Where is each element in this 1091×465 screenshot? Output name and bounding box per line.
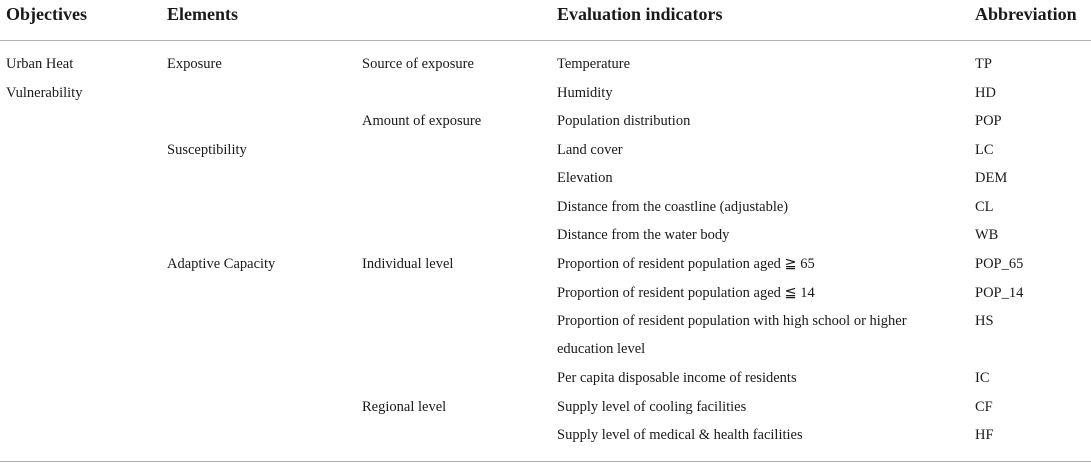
indicator-cell: Distance from the water body: [557, 227, 730, 243]
abbreviation-cell: DEM: [975, 170, 1008, 186]
header-elements: Elements: [167, 4, 238, 24]
indicator-cell: Land cover: [557, 142, 623, 158]
indicator-cell: Proportion of resident population aged ≧ 65: [557, 256, 815, 272]
indicator-cell: Proportion of resident population with high school or higher: [557, 313, 907, 329]
subelement-amount-of-exposure: Amount of exposure: [362, 113, 482, 129]
subelement-regional-level: Regional level: [362, 399, 447, 415]
header-indicators: Evaluation indicators: [557, 4, 723, 24]
element-exposure: Exposure: [167, 56, 222, 72]
abbreviation-cell: CL: [975, 199, 994, 215]
indicator-cell: Elevation: [557, 170, 613, 186]
element-susceptibility: Susceptibility: [167, 142, 247, 158]
indicator-cell: Proportion of resident population aged ≦ 14: [557, 285, 815, 301]
subelement-source-of-exposure: Source of exposure: [362, 56, 474, 72]
indicator-cell: Temperature: [557, 56, 631, 72]
abbreviation-cell: IC: [975, 370, 990, 386]
header-rule: [0, 40, 1091, 41]
header-objectives: Objectives: [6, 4, 87, 24]
abbreviation-cell: LC: [975, 142, 994, 158]
abbreviation-cell: TP: [975, 56, 992, 72]
indicator-cell: Supply level of medical & health facilities: [557, 427, 803, 443]
indicator-cell: Per capita disposable income of residents: [557, 370, 797, 386]
objective-line-2: Vulnerability: [6, 85, 83, 101]
indicator-cell-continued: education level: [557, 341, 646, 357]
abbreviation-cell: HD: [975, 85, 996, 101]
abbreviation-cell: HS: [975, 313, 994, 329]
subelement-individual-level: Individual level: [362, 256, 454, 272]
abbreviation-cell: POP_65: [975, 256, 1024, 272]
indicator-cell: Supply level of cooling facilities: [557, 399, 747, 415]
abbreviation-cell: POP_14: [975, 285, 1024, 301]
indicator-cell: Distance from the coastline (adjustable): [557, 199, 789, 215]
indicator-cell: Population distribution: [557, 113, 691, 129]
abbreviation-cell: HF: [975, 427, 994, 443]
abbreviation-cell: WB: [975, 227, 999, 243]
footer-rule: [0, 461, 1091, 462]
table-header: [0, 0, 1091, 30]
objective-line-1: Urban Heat: [6, 56, 74, 72]
abbreviation-cell: POP: [975, 113, 1002, 129]
element-adaptive-capacity: Adaptive Capacity: [167, 256, 276, 272]
indicator-cell: Humidity: [557, 85, 613, 101]
header-abbreviation: Abbreviation: [975, 4, 1077, 24]
abbreviation-cell: CF: [975, 399, 993, 415]
